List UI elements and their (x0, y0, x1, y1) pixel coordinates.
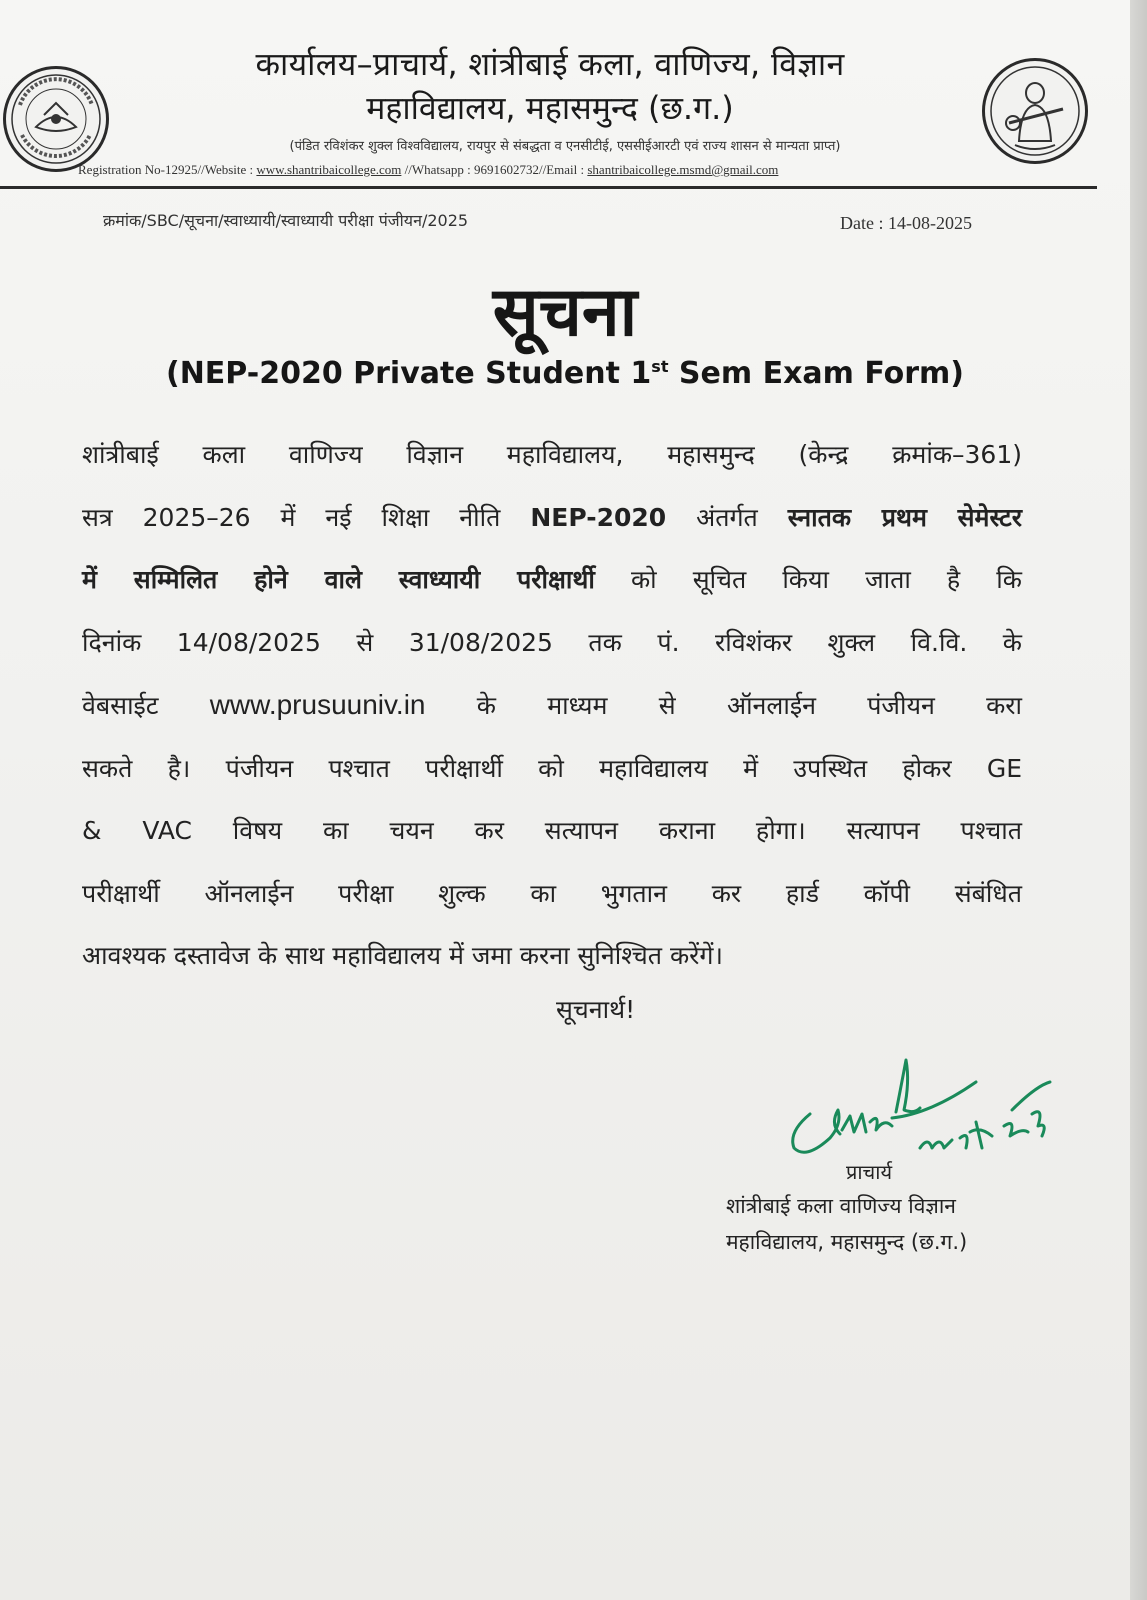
body-line-1: शांत्रीबाई कला वाणिज्य विज्ञान महाविद्यालय, महासमुन्द (केन्द्र क्रमांक–361) (82, 440, 1022, 469)
signatory-org-line1: शांत्रीबाई कला वाणिज्य विज्ञान (726, 1194, 956, 1218)
notice-subheading (0, 356, 1130, 391)
body-line-6: सकते है। पंजीयन पश्चात परीक्षार्थी को महाविद्यालय में उपस्थित होकर GE (82, 753, 1022, 783)
body-text-span: वेबसाईट (82, 691, 210, 720)
signatory-title: प्राचार्य (846, 1160, 893, 1184)
subheading-pre: (NEP-2020 Private Student 1 (165, 356, 652, 391)
university-website-link[interactable]: www.prusuuniv.in (209, 689, 426, 720)
reference-number: क्रमांक/SBC/सूचना/स्वाध्यायी/स्वाध्यायी परीक्षा पंजीयन/2025 (103, 211, 469, 230)
semester-label: स्नातक प्रथम सेमेस्टर (787, 502, 1023, 532)
body-line-8: परीक्षार्थी ऑनलाईन परीक्षा शुल्क का भुगतान कर हार्ड कॉपी संबंधित (82, 878, 1022, 908)
page-edge-shadow (1130, 0, 1147, 1600)
body-line-9: आवश्यक दस्तावेज के साथ महाविद्यालय में जमा करना सुनिश्चित करेंगें। (82, 941, 723, 970)
university-seal-icon (3, 66, 109, 172)
body-text-span: अंतर्गत (666, 502, 788, 532)
principal-signature (780, 1052, 1060, 1172)
website-link[interactable]: www.shantribaicollege.com (256, 162, 402, 177)
contact-line (78, 162, 1038, 178)
signatory-org-line2: महाविद्यालय, महासमुन्द (छ.ग.) (726, 1230, 968, 1254)
college-title-line1: कार्यालय–प्राचार्य, शांत्रीबाई कला, वाणिज्य, विज्ञान (255, 45, 845, 83)
private-candidate-label: में सम्मिलित होने वाले स्वाध्यायी परीक्षार्थी (82, 565, 595, 594)
notice-date: Date : 14-08-2025 (840, 213, 972, 233)
registration-label: Registration No-12925//Website : (78, 162, 257, 177)
subheading-post: Sem Exam Form) (668, 356, 965, 391)
subheading-sup: st (651, 357, 669, 376)
body-line-7: & VAC विषय का चयन कर सत्यापन कराना होगा। सत्यापन पश्चात (82, 816, 1022, 845)
affiliation-text: (पंडित रविशंकर शुक्ल विश्वविद्यालय, रायपुर से संबद्धता व एनसीटीई, एससीईआरटी एवं राज्य शासन से मान्यता प्राप्त) (289, 139, 841, 154)
closing-text: सूचनार्थ! (556, 995, 636, 1024)
whatsapp-label: //Whatsapp : 9691602732//Email : (401, 162, 588, 177)
email-link[interactable]: shantribaicollege.msmd@gmail.com (587, 162, 779, 177)
notice-body (82, 424, 1022, 988)
nep-label: NEP-2020 (530, 502, 667, 532)
body-line-5 (82, 674, 1022, 738)
body-text-span: को सूचित किया जाता है कि (594, 565, 1022, 594)
college-title-line2: महाविद्यालय, महासमुन्द (छ.ग.) (366, 89, 734, 127)
body-line-3 (82, 549, 1022, 612)
body-text-span: सत्र 2025–26 में नई शिक्षा नीति (82, 502, 531, 532)
header-divider (0, 186, 1097, 189)
body-line-2 (82, 487, 1022, 550)
saraswati-emblem-icon (982, 58, 1088, 164)
body-text-span: के माध्यम से ऑनलाईन पंजीयन करा (425, 691, 1022, 720)
notice-heading: सूचना (492, 273, 638, 352)
body-line-4: दिनांक 14/08/2025 से 31/08/2025 तक पं. रविशंकर शुक्ल वि.वि. के (82, 627, 1022, 657)
